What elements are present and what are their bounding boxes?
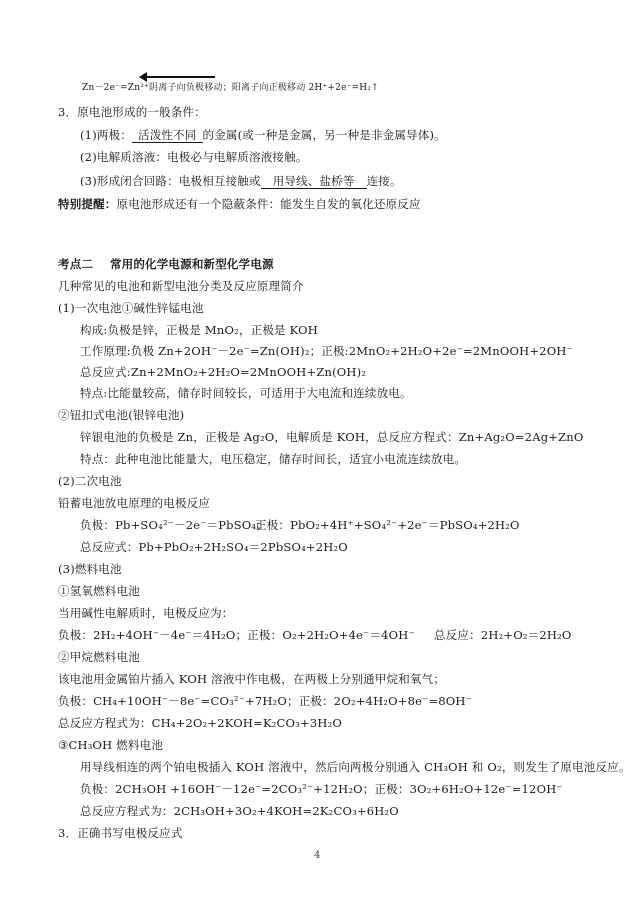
h2-positive: 正极：O₂+2H₂O+4e⁻＝4OH⁻: [247, 628, 415, 642]
h2-negative: 负极：2H₂+4OH⁻－4e⁻＝4H₂O；: [58, 628, 248, 642]
condition-item-3: [80, 173, 402, 189]
ch4-fuel-cell-heading: ②甲烷燃料电池: [58, 650, 140, 664]
condition-1-label: (1)两极：: [80, 128, 132, 142]
primary-composition: 构成:负极是锌，正极是 MnO₂，正极是 KOH: [80, 323, 318, 337]
left-arrow-icon: [145, 76, 215, 78]
h2-intro: 当用碱性电解质时，电极反应为：: [58, 606, 234, 620]
fuel-cell-heading: (3)燃料电池: [58, 562, 122, 576]
section-label: 考点二: [58, 257, 94, 271]
section-intro: 几种常见的电池和新型电池分类及反应原理简介: [58, 279, 304, 293]
condition-1-text: 的金属(或一种是金属，另一种是非金属导体)。: [202, 128, 446, 142]
ion-migration-note: 阴离子向负极移动；阳离子向正极移动: [149, 83, 306, 93]
h2-electrodes: [58, 627, 572, 643]
h2-fuel-cell-heading: ①氢氧燃料电池: [58, 584, 140, 598]
methanol-fuel-cell-heading: ③CH₃OH 燃料电池: [58, 738, 164, 752]
condition-3-label: (3)形成闭合回路：电极相互接触或: [80, 174, 261, 188]
methanol-overall: 总反应方程式为：2CH₃OH+3O₂+4KOH=2K₂CO₃+6H₂O: [80, 804, 399, 818]
h2-overall: 总反应：2H₂+O₂＝2H₂O: [434, 628, 572, 642]
condition-3-text: 连接。: [366, 174, 402, 188]
next-section-heading: 3．正确书写电极反应式: [58, 826, 183, 840]
primary-features: 特点:比能量较高，储存时间较长，可适用于大电流和连续放电。: [80, 386, 412, 400]
top-equation-line: [82, 80, 379, 96]
special-note-label: 特别提醒：: [58, 197, 117, 211]
methanol-electrodes: 负极：2CH₃OH +16OH⁻－12e⁻=2CO₃²⁻+12H₂O；正极：3O₂+6H₂O+12e⁻=12OH⁻: [80, 782, 563, 796]
special-note-text: 原电池形成还有一个隐蔽条件：能发生自发的氧化还原反应: [116, 197, 421, 211]
lead-acid-overall: 总反应式：Pb+PbO₂+2H₂SO₄＝2PbSO₄+2H₂O: [80, 540, 348, 554]
page-number: 4: [314, 850, 321, 861]
ch4-overall: 总反应方程式为：CH₄+2O₂+2KOH=K₂CO₃+3H₂O: [58, 716, 343, 730]
button-cell-heading: ②钮扣式电池(银锌电池): [58, 408, 185, 422]
primary-principle: 工作原理:负极 Zn+2OH⁻－2e⁻=Zn(OH)₂；正极:2MnO₂+2H₂O+2e⁻=2MnOOH+2OH⁻: [80, 344, 573, 358]
lead-acid-positive: 正极：PbO₂+4H⁺+SO₄²⁻+2e⁻＝PbSO₄+2H₂O: [255, 518, 520, 532]
ch4-electrodes: 负极：CH₄+10OH⁻－8e⁻=CO₃²⁻+7H₂O；正极：2O₂+4H₂O+8e⁻=8OH⁻: [58, 694, 472, 708]
special-note: [58, 196, 421, 212]
lead-acid-negative: 负极：Pb+SO₄²⁻－2e⁻＝PbSO₄；: [80, 518, 268, 532]
condition-item-2: (2)电解质溶液：电极必与电解质溶液接触。: [80, 150, 308, 164]
primary-battery-heading: (1)一次电池①碱性锌锰电池: [58, 301, 204, 315]
methanol-intro: 用导线相连的两个铂电极插入 KOH 溶液中，然后向两极分别通入 CH₃OH 和 O₂，则发生了原电池反应。: [80, 760, 631, 774]
ch4-intro: 该电池用金属铂片插入 KOH 溶液中作电极，在两极上分别通甲烷和氧气；: [58, 672, 446, 686]
conditions-heading: 3．原电池形成的一般条件：: [58, 105, 206, 119]
condition-item-1: [80, 127, 446, 143]
h2-half-reaction: 2H⁺+2e⁻=H₂↑: [308, 83, 379, 93]
secondary-battery-heading: (2)二次电池: [58, 474, 122, 488]
condition-3-blank: 用导线、盐桥等: [261, 174, 367, 189]
button-cell-features: 特点：此种电池比能量大，电压稳定，储存时间长，适宜小电流连续放电。: [80, 452, 467, 466]
button-cell-desc: 锌银电池的负极是 Zn，正极是 Ag₂O，电解质是 KOH，总反应方程式：Zn+Ag₂O=2Ag+ZnO: [80, 430, 584, 444]
section-title: [58, 256, 274, 272]
primary-overall: 总反应式:Zn+2MnO₂+2H₂O=2MnOOH+Zn(OH)₂: [80, 365, 367, 379]
zn-half-reaction: Zn－2e⁻=Zn²⁺: [82, 83, 150, 93]
lead-acid-heading: 铅蓄电池放电原理的电极反应: [58, 496, 211, 510]
section-title-text: 常用的化学电源和新型化学电源: [109, 257, 274, 271]
condition-1-blank: 活泼性不同: [132, 128, 203, 143]
